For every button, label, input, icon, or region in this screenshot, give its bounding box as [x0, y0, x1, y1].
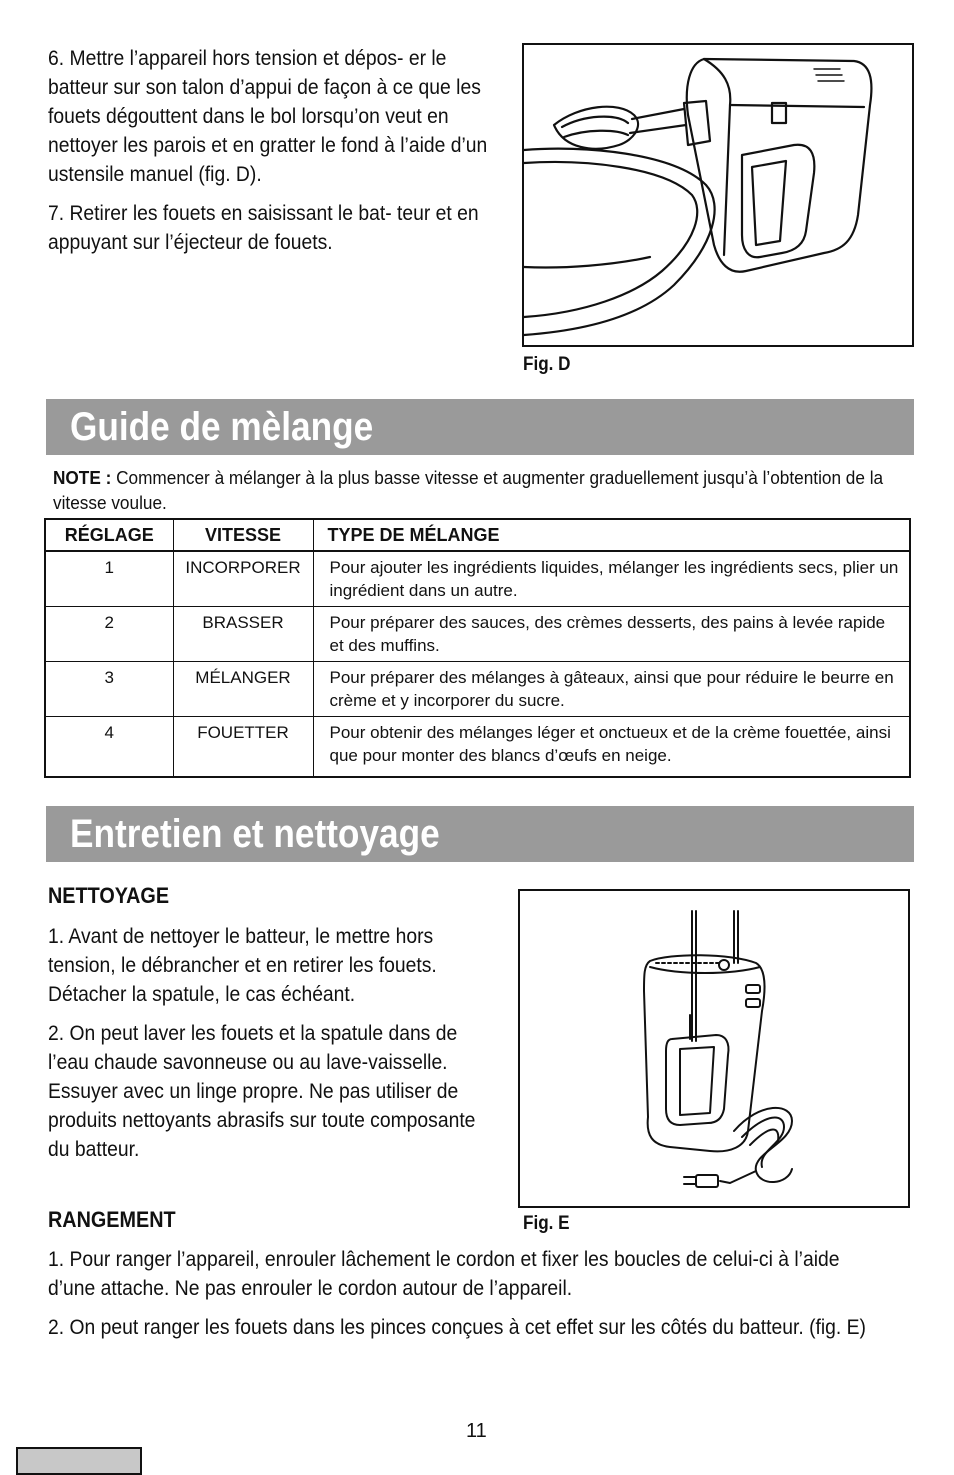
table-row [45, 717, 910, 777]
speed-cell: INCORPORER [173, 551, 313, 607]
figure-d-caption: Fig. D [523, 354, 571, 375]
setting-cell: 3 [45, 662, 173, 717]
mix-type-cell: Pour obtenir des mélanges léger et onctueux et de la crème fouettée, ainsi que pour monter des blancs d’œufs en neige. [313, 717, 910, 777]
table-row [45, 662, 910, 717]
figure-d-image [522, 43, 914, 347]
top-instructions [48, 44, 490, 257]
setting-cell: 4 [45, 717, 173, 777]
speed-cell: BRASSER [173, 607, 313, 662]
guide-title: Guide de mèlange [70, 405, 374, 449]
step-7: 7. Retirer les fouets en saisissant le bat- teur et en appuyant sur l’éjecteur de fouets. [48, 202, 479, 254]
page-number: 11 [466, 1420, 487, 1442]
section-banner-care [46, 806, 914, 862]
table-row [45, 551, 910, 607]
table-header-row [45, 519, 910, 551]
setting-cell: 1 [45, 551, 173, 607]
table-row [45, 607, 910, 662]
mix-type-cell: Pour ajouter les ingrédients liquides, mélanger les ingrédients secs, plier un ingrédient dans un autre. [313, 551, 910, 607]
storage-heading: RANGEMENT [48, 1207, 176, 1232]
cleaning-step-2: 2. On peut laver les fouets et la spatule dans de l’eau chaude savonneuse ou au lave-vaisselle. Essuyer avec un linge propre. Ne pas utiliser de produits nettoyants abrasifs sur toute composante du batteur. [48, 1022, 476, 1161]
mixing-guide-table [44, 518, 911, 778]
section-banner-guide [46, 399, 914, 455]
step-6: 6. Mettre l’appareil hors tension et dépos- er le batteur sur son talon d’appui de façon à ce que les fouets dégouttent dans le bol lorsqu’on veut en nettoyer les parois et en gratter le fond à l’aide d’un ustensile manuel (fig. D). [48, 47, 488, 186]
mixer-over-bowl-illustration [524, 45, 912, 345]
care-title: Entretien et nettoyage [70, 812, 440, 856]
cleaning-heading: NETTOYAGE [48, 883, 170, 908]
cleaning-step-1: 1. Avant de nettoyer le batteur, le mettre hors tension, le débrancher et en retirer les fouets. Détacher la spatule, le cas échéant. [48, 925, 437, 1006]
standing-mixer-illustration [520, 891, 908, 1206]
speed-cell: FOUETTER [173, 717, 313, 777]
print-registration-bar [16, 1447, 142, 1475]
speed-cell: MÉLANGER [173, 662, 313, 717]
cleaning-instructions [48, 922, 499, 1164]
figure-e-image [518, 889, 910, 1208]
note-label: NOTE : [53, 467, 112, 488]
storage-step-1: 1. Pour ranger l’appareil, enrouler lâchement le cordon et fixer les boucles de celui-ci à l’aide d’une attache. Ne pas enrouler le cordon autour de l’appareil. [48, 1248, 840, 1300]
column-header-setting: RÉGLAGE [45, 519, 173, 551]
column-header-speed: VITESSE [173, 519, 313, 551]
mix-type-cell: Pour préparer des sauces, des crèmes desserts, des pains à levée rapide et des muffins. [313, 607, 910, 662]
column-header-mix-type: TYPE DE MÉLANGE [313, 519, 910, 551]
figure-e-caption: Fig. E [523, 1213, 570, 1234]
note-text: Commencer à mélanger à la plus basse vitesse et augmenter graduellement jusqu’à l’obtention de la vitesse voulue. [53, 467, 884, 513]
setting-cell: 2 [45, 607, 173, 662]
storage-step-2: 2. On peut ranger les fouets dans les pinces conçues à cet effet sur les côtés du batteur. (fig. E) [48, 1316, 866, 1339]
storage-instructions [48, 1245, 876, 1342]
mixing-note [53, 465, 904, 515]
mix-type-cell: Pour préparer des mélanges à gâteaux, ainsi que pour réduire le beurre en crème et y incorporer du sucre. [313, 662, 910, 717]
